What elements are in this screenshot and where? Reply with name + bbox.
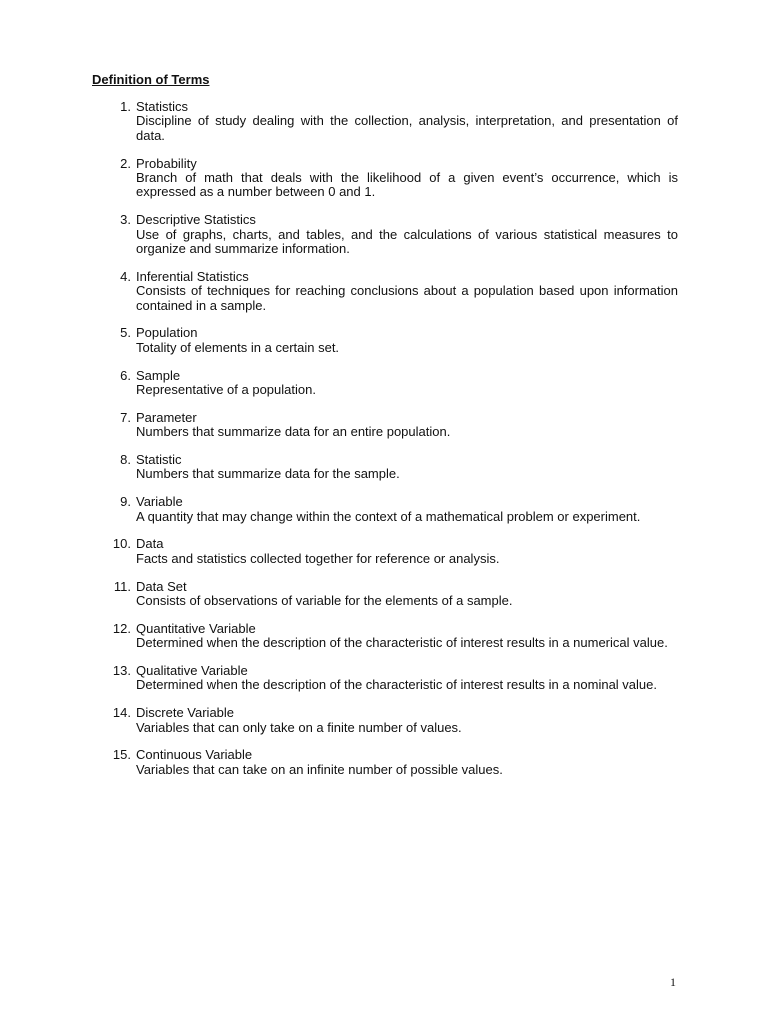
term-body <box>136 537 678 566</box>
term-body <box>136 622 678 651</box>
term-body <box>136 495 678 524</box>
term-definition: Representative of a population. <box>136 382 316 398</box>
term-name: Qualitative Variable <box>136 663 248 679</box>
term-definition: Consists of techniques for reaching conclusions about a population based upon information contained in a sample. <box>136 283 678 313</box>
term-item <box>0 748 768 777</box>
term-item <box>0 495 768 524</box>
term-definition: Variables that can take on an infinite number of possible values. <box>136 761 503 777</box>
term-definition: A quantity that may change within the context of a mathematical problem or experiment. <box>136 508 641 524</box>
term-definition: Facts and statistics collected together for reference or analysis. <box>136 550 500 566</box>
term-item <box>0 369 768 398</box>
term-number: 9. <box>120 494 131 510</box>
term-body <box>136 326 678 355</box>
term-item <box>0 664 768 693</box>
term-definition: Use of graphs, charts, and tables, and the calculations of various statistical measures to organize and summarize information. <box>136 226 678 257</box>
term-definition: Numbers that summarize data for an entire population. <box>136 424 451 440</box>
term-name: Statistic <box>136 452 182 468</box>
term-number: 14. <box>112 705 131 721</box>
term-number: 13. <box>112 663 131 679</box>
term-number: 10. <box>112 536 131 552</box>
term-item <box>0 622 768 651</box>
term-number: 6. <box>120 367 131 383</box>
term-number: 7. <box>120 409 131 425</box>
term-number: 8. <box>120 452 131 468</box>
term-body <box>136 213 678 256</box>
term-number: 11. <box>113 578 131 594</box>
term-definition: Totality of elements in a certain set. <box>136 339 340 355</box>
term-name: Statistics <box>136 99 189 114</box>
term-item <box>0 270 768 313</box>
term-name: Probability <box>136 155 197 171</box>
term-definition: Discipline of study dealing with the collection, analysis, interpretation, and presentation of data. <box>136 113 678 143</box>
term-number: 2. <box>120 155 131 171</box>
term-definition: Variables that can only take on a finite number of values. <box>136 719 462 735</box>
term-item <box>0 706 768 735</box>
term-number: 1. <box>120 99 131 114</box>
term-number: 4. <box>120 268 131 284</box>
term-body <box>136 706 678 735</box>
term-body <box>136 664 678 693</box>
term-name: Data <box>136 536 164 552</box>
term-definition: Numbers that summarize data for the sample. <box>136 466 400 482</box>
term-name: Data Set <box>136 578 187 594</box>
term-body <box>136 100 678 143</box>
term-name: Sample <box>136 367 181 383</box>
term-body <box>136 411 678 440</box>
term-definition: Determined when the description of the characteristic of interest results in a numerical value. <box>136 635 668 651</box>
term-definition: Determined when the description of the characteristic of interest results in a nominal value. <box>136 677 657 693</box>
page-number: 1 <box>670 975 676 989</box>
term-item <box>0 537 768 566</box>
term-item <box>0 411 768 440</box>
term-number: 3. <box>120 212 131 228</box>
term-name: Variable <box>136 494 183 510</box>
term-body <box>136 369 678 398</box>
term-name: Inferential Statistics <box>136 268 249 284</box>
term-name: Discrete Variable <box>136 705 235 721</box>
term-number: 12. <box>112 620 131 636</box>
term-name: Continuous Variable <box>136 747 253 763</box>
document-title: Definition of Terms <box>92 72 210 87</box>
term-definition: Consists of observations of variable for the elements of a sample. <box>136 593 513 609</box>
term-item <box>0 213 768 256</box>
term-body <box>136 580 678 609</box>
term-name: Quantitative Variable <box>136 620 256 636</box>
term-name: Descriptive Statistics <box>136 212 256 228</box>
term-item <box>0 157 768 200</box>
term-number: 5. <box>120 325 131 341</box>
term-name: Population <box>136 325 198 341</box>
term-number: 15. <box>112 747 131 763</box>
term-item <box>0 326 768 355</box>
term-body <box>136 453 678 482</box>
term-item <box>0 100 768 143</box>
term-item <box>0 453 768 482</box>
term-body <box>136 157 678 200</box>
term-body <box>136 270 678 313</box>
terms-list <box>0 100 768 791</box>
term-definition: Branch of math that deals with the likelihood of a given event’s occurrence, which is expressed as a number between 0 and 1. <box>136 170 678 200</box>
term-body <box>136 748 678 777</box>
term-name: Parameter <box>136 409 197 425</box>
term-item <box>0 580 768 609</box>
